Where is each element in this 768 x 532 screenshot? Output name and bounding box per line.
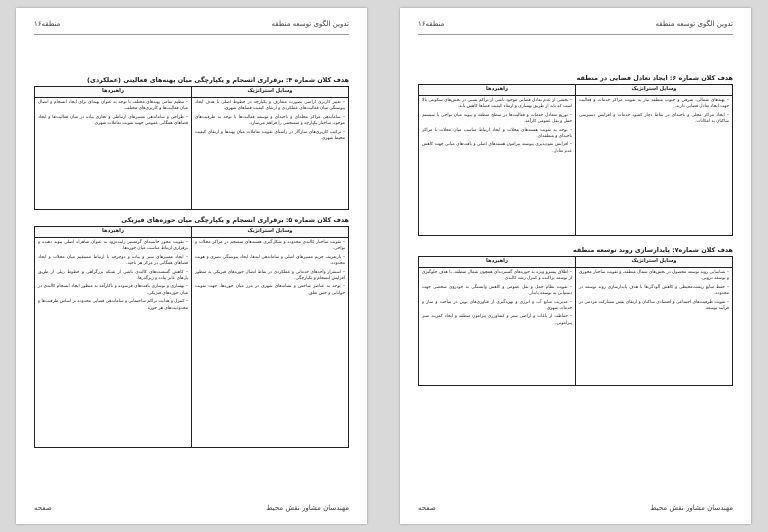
page-footer: [418, 500, 733, 512]
solutions-cell: [419, 95, 576, 235]
header-region: منطقه۱۶: [418, 20, 445, 28]
solution-item: – تقویت نظام حمل و نقل عمومی و کاهش وابستگی به خودروی شخصی جهت دستیابی به توسعه پایدار.: [422, 284, 572, 297]
tools-cell: [192, 97, 349, 209]
solution-item: – حفاظت از باغات و اراضی سبز و کشاورزی پیرامون منطقه و ایجاد کمربند سبز پیرامونی.: [422, 314, 572, 326]
tools-cell: [576, 267, 733, 385]
solutions-cell: [419, 267, 576, 385]
header-title: تدوین الگوی توسعه منطقه: [271, 20, 349, 28]
header-region: منطقه۱۶: [34, 20, 61, 28]
tool-item: – توجه به عناصر شاخص و نشانه‌های شهری در مرز میان حوزه‌ها، جهت تقویت خوانایی و حس تعلق.: [195, 284, 345, 296]
col-header-tools: وسایل استراتژیک: [576, 257, 733, 268]
col-header-solutions: راهبردها: [35, 87, 192, 98]
tools-cell: [576, 95, 733, 235]
solution-item: – کنترل و هدایت تراکم ساختمانی و ساماندهی فضایی محدوده بر اساس ظرفیت‌ها و محدودیت‌های هر حوزه.: [38, 299, 188, 311]
footer-company: مهندسان مشاور نقش محیط: [650, 504, 733, 512]
footer-page-label: صفحه: [418, 504, 436, 512]
solutions-cell: [35, 97, 192, 209]
header-title: تدوین الگوی توسعه منطقه: [655, 20, 733, 28]
col-header-solutions: راهبردها: [419, 85, 576, 96]
tool-item: – بازتعریف حریم مسیرهای اصلی و ساماندهی لبه‌ها، ایجاد پیوستگی بصری و هویت محدوده.: [195, 254, 345, 267]
tool-item: – استقرار واحدهای خدماتی و عملکردی در نقاط اتصال حوزه‌های فیزیکی به منظور افزایش انسجام و یکپارچگی.: [195, 269, 345, 281]
page-header: [418, 20, 733, 35]
document-page-left: [16, 8, 367, 524]
solution-item: – افزایش نفوذپذیری پیوسته پیرامون هسته‌های اصلی و بافت‌های میانی جهت کاهش عدم تعادل.: [422, 142, 572, 154]
tool-item: – حفظ منابع زیست‌محیطی و کاهش آلودگی‌ها با هدف پایدارسازی روند توسعه در محدوده.: [579, 284, 729, 297]
solutions-cell: [35, 237, 192, 447]
tool-item: – تغییر کاربری اراضی بصورت متعارف و یکپارچه در خطوط اصلی با هدف ایجاد پیوستگی میان فعالیت‌های عملکردی و ارتقای کیفیت فضاهای شهری.: [195, 99, 345, 112]
solution-item: – مدیریت منابع آب و انرژی و بهره‌گیری از فناوری‌های نوین در ساخت و ساز و خدمات شهری.: [422, 299, 572, 311]
tool-item: – شناسایی روند توسعه محصول در بخش‌های شمال منطقه، و تقویت ساختار محوری و توسعه درونی.: [579, 269, 729, 282]
goal-6-title: هدف کلان شماره ۶: ایجاد تعادل فضایی در منطقه: [576, 74, 733, 82]
col-header-tools: وسایل استراتژیک: [192, 227, 349, 238]
page-header: [34, 20, 349, 35]
col-header-tools: وسایل استراتژیک: [576, 85, 733, 96]
tool-item: – ترکیب کاربری‌های سازگار در راستای تقویت تعاملات میان پهنه‌ها و ارتقای کیفیت محیط شهری.: [195, 129, 345, 141]
solution-item: – اطلاق پیشرو ویژه به حوزه‌های گسترده‌ای همچون شمال منطقه، با هدف جلوگیری از توسعه پراکنده و کنترل رشد کالبدی.: [422, 269, 572, 282]
goal-4-title: هدف کلان شماره ۴: برقراری انسجام و یکپارچگی میان پهنه‌های فعالیتی (عملکردی): [87, 76, 349, 84]
solution-item: – کاهش گسست‌های کالبدی ناشی از شبکه بزرگراهی و خطوط ریلی از طریق پل‌های عابر پیاده و زیرگذرها.: [38, 269, 188, 281]
footer-page-label: صفحه: [34, 504, 52, 512]
solution-item: – تقویت محور حاشیه‌ای گرمسیر زاینده‌رود به عنوان شاهراه اصلی پیوند دهنده و برقراری ارتباط مناسب میان حوزه‌ها.: [38, 239, 188, 252]
goal-5-title: هدف کلان شماره ۵: برقراری انسجام و یکپارچگی میان حوزه‌های فیزیکی: [121, 216, 349, 224]
col-header-tools: وسایل استراتژیک: [192, 87, 349, 98]
col-header-solutions: راهبردها: [35, 227, 192, 238]
goal-7-table: [418, 256, 733, 386]
tool-item: – پهنه‌های شمالی، شرقی و جنوب منطقه نیاز به تقویت مراکز خدمات و فعالیت جهت ایجاد تعادل فضایی دارند.: [579, 97, 729, 110]
solution-item: – طراحی و ساماندهی مسیرهای ارتباطی و تجاری پیاده در میان فعالیت‌ها و ایجاد فضاهای همگانی عمومی جهت تقویت تعاملات شهری.: [38, 114, 188, 127]
tools-cell: [192, 237, 349, 447]
solution-item: – توزیع متعادل خدمات و فعالیت‌ها در سطح منطقه و پیوند میان نواحی با سیستم حمل و نقل عمومی کارآمد.: [422, 112, 572, 125]
goal-5-table: [34, 226, 349, 448]
footer-company: مهندسان مشاور نقش محیط: [266, 504, 349, 512]
goal-7-title: هدف کلان شماره۷: پایدارسازی روند توسعه منطقه: [573, 246, 733, 254]
solution-item: – ایجاد مسیرهای سبز و پیاده و دوچرخه با ارتباط مستقیم میان محلات و ایجاد فضاهای همگانی در مرکز هر ناحیه.: [38, 254, 188, 267]
solution-item: – بهسازی و نوسازی بافت‌های فرسوده و ناکارآمد به منظور ایجاد انسجام کالبدی در میان حوزه‌های فیزیکی.: [38, 284, 188, 296]
solution-item: – بخشی از عدم تعادل فضایی موجود ناشی از تراکم نسبی در بخش‌های سکونتی بالا است که باید از طریق بهسازی و ارتقاء کیفیت فضاها کاهش یابد.: [422, 97, 572, 110]
tool-item: – ایجاد مراکز محلی و ناحیه‌ای در نقاط دچار کمبود خدمات و افزایش دسترسی ساکنان به امکانات.: [579, 112, 729, 125]
tool-item: – تقویت ظرفیت‌های اجتماعی و اقتصادی ساکنان و ارتقای نقش مشارکت مردمی در فرآیند توسعه.: [579, 299, 729, 311]
goal-6-table: [418, 84, 733, 236]
goal-4-table: [34, 86, 349, 210]
tool-item: – تقویت ساختار کالبدی محدوده و شکل‌گیری هسته‌های منسجم در مراکز محلات و نواحی.: [195, 239, 345, 252]
tool-item: – ساماندهی مراکز محله‌ای و ناحیه‌ای و توسعه فعالیت‌ها با توجه به ظرفیت‌های موجود، ساختار یکپارچه و منسجمی را فراهم می‌سازد.: [195, 114, 345, 127]
solution-item: – تنظیم تمامی پهنه‌های مختلف با توجه به عنوان پهنه‌ای برای ایجاد انسجام و اتصال میان فعالیت‌ها و کاربری‌های مختلف.: [38, 99, 188, 112]
col-header-solutions: راهبردها: [419, 257, 576, 268]
document-page-right: [400, 8, 751, 524]
page-footer: [34, 500, 349, 512]
solution-item: – توجه به تقویت هسته‌های محلات و ایجاد ارتباط مناسب میان محلات با مراکز ناحیه‌ای و منطقه‌ای.: [422, 127, 572, 139]
